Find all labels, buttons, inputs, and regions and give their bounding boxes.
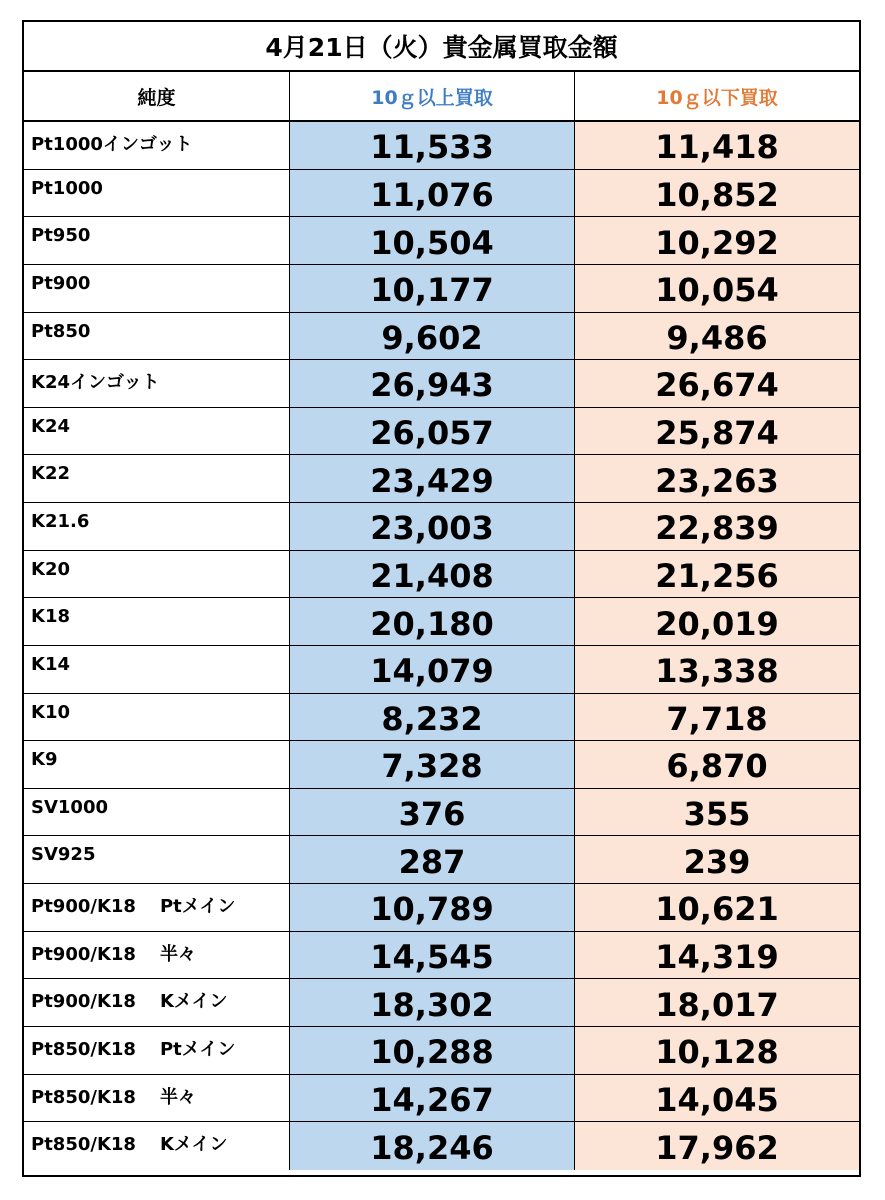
price-low: 20,019 <box>575 598 859 646</box>
purity-label: K22 <box>31 463 70 485</box>
purity-label: Pt850 <box>31 320 91 342</box>
price-high: 287 <box>290 836 575 884</box>
price-low: 22,839 <box>575 503 859 551</box>
purity-label: K20 <box>31 558 70 580</box>
price-low: 18,017 <box>575 979 859 1027</box>
purity-cell <box>24 170 290 218</box>
purity-note: 半々 <box>159 943 196 965</box>
purity-cell <box>24 646 290 694</box>
price-high: 18,246 <box>290 1122 575 1170</box>
price-low: 239 <box>575 836 859 884</box>
price-high: 10,177 <box>290 265 575 313</box>
price-low: 10,292 <box>575 217 859 265</box>
purity-label: Pt850/K18 <box>31 1038 136 1060</box>
purity-note: Kメイン <box>159 1134 228 1156</box>
price-low: 9,486 <box>575 313 859 361</box>
price-high: 10,504 <box>290 217 575 265</box>
purity-label: Pt900 <box>31 272 91 294</box>
purity-label: Pt900/K18 <box>31 991 136 1013</box>
purity-cell <box>24 313 290 361</box>
price-high: 14,267 <box>290 1075 575 1123</box>
purity-label: Pt850/K18 <box>31 1086 136 1108</box>
price-low: 25,874 <box>575 408 859 456</box>
price-low: 13,338 <box>575 646 859 694</box>
purity-label: K10 <box>31 701 70 723</box>
purity-label: SV1000 <box>31 796 108 818</box>
price-high: 23,003 <box>290 503 575 551</box>
price-high: 9,602 <box>290 313 575 361</box>
purity-label: Pt1000 <box>31 177 103 199</box>
purity-cell <box>24 932 290 980</box>
price-high: 21,408 <box>290 551 575 599</box>
purity-label: K9 <box>31 749 58 771</box>
purity-cell <box>24 122 290 170</box>
purity-label: SV925 <box>31 844 96 866</box>
purity-cell <box>24 1027 290 1075</box>
purity-label: K24 <box>31 415 70 437</box>
price-high: 11,533 <box>290 122 575 170</box>
purity-cell <box>24 217 290 265</box>
price-low: 17,962 <box>575 1122 859 1170</box>
purity-cell <box>24 598 290 646</box>
purity-label: K14 <box>31 653 70 675</box>
purity-cell <box>24 836 290 884</box>
purity-note: Kメイン <box>159 991 228 1013</box>
price-table <box>22 20 861 1177</box>
price-low: 21,256 <box>575 551 859 599</box>
purity-cell <box>24 741 290 789</box>
purity-cell <box>24 265 290 313</box>
purity-label: Pt950 <box>31 225 91 247</box>
purity-label: Pt1000インゴット <box>31 134 193 155</box>
price-high: 11,076 <box>290 170 575 218</box>
page-title: 4月21日（火）貴金属買取金額 <box>24 22 859 72</box>
purity-cell <box>24 408 290 456</box>
price-grid <box>24 72 859 1170</box>
purity-note: Ptメイン <box>159 1038 236 1060</box>
price-high: 376 <box>290 789 575 837</box>
purity-note: Ptメイン <box>159 896 236 917</box>
price-high: 10,288 <box>290 1027 575 1075</box>
purity-cell <box>24 1122 290 1170</box>
price-low: 26,674 <box>575 360 859 408</box>
price-high: 26,057 <box>290 408 575 456</box>
price-low: 11,418 <box>575 122 859 170</box>
price-high: 14,545 <box>290 932 575 980</box>
header-purity: 純度 <box>24 72 290 122</box>
purity-label: Pt900/K18 <box>31 896 136 917</box>
price-high: 10,789 <box>290 884 575 932</box>
purity-cell <box>24 503 290 551</box>
purity-label: K21.6 <box>31 511 90 532</box>
price-high: 20,180 <box>290 598 575 646</box>
header-low: 10ｇ以下買取 <box>575 72 859 122</box>
price-low: 14,319 <box>575 932 859 980</box>
price-high: 14,079 <box>290 646 575 694</box>
purity-cell <box>24 884 290 932</box>
price-high: 7,328 <box>290 741 575 789</box>
purity-label: K24インゴット <box>31 372 160 394</box>
price-low: 355 <box>575 789 859 837</box>
price-low: 7,718 <box>575 694 859 742</box>
price-low: 10,054 <box>575 265 859 313</box>
purity-label: K18 <box>31 606 70 628</box>
purity-cell <box>24 1075 290 1123</box>
price-high: 23,429 <box>290 455 575 503</box>
price-high: 18,302 <box>290 979 575 1027</box>
purity-cell <box>24 979 290 1027</box>
header-high: 10ｇ以上買取 <box>290 72 575 122</box>
price-low: 23,263 <box>575 455 859 503</box>
price-low: 6,870 <box>575 741 859 789</box>
purity-cell <box>24 360 290 408</box>
price-high: 8,232 <box>290 694 575 742</box>
purity-cell <box>24 789 290 837</box>
price-high: 26,943 <box>290 360 575 408</box>
purity-cell <box>24 551 290 599</box>
price-low: 10,621 <box>575 884 859 932</box>
purity-note: 半々 <box>159 1086 196 1108</box>
price-low: 10,852 <box>575 170 859 218</box>
price-low: 10,128 <box>575 1027 859 1075</box>
purity-cell <box>24 694 290 742</box>
purity-label: Pt900/K18 <box>31 943 136 965</box>
purity-cell <box>24 455 290 503</box>
purity-label: Pt850/K18 <box>31 1134 136 1156</box>
price-low: 14,045 <box>575 1075 859 1123</box>
